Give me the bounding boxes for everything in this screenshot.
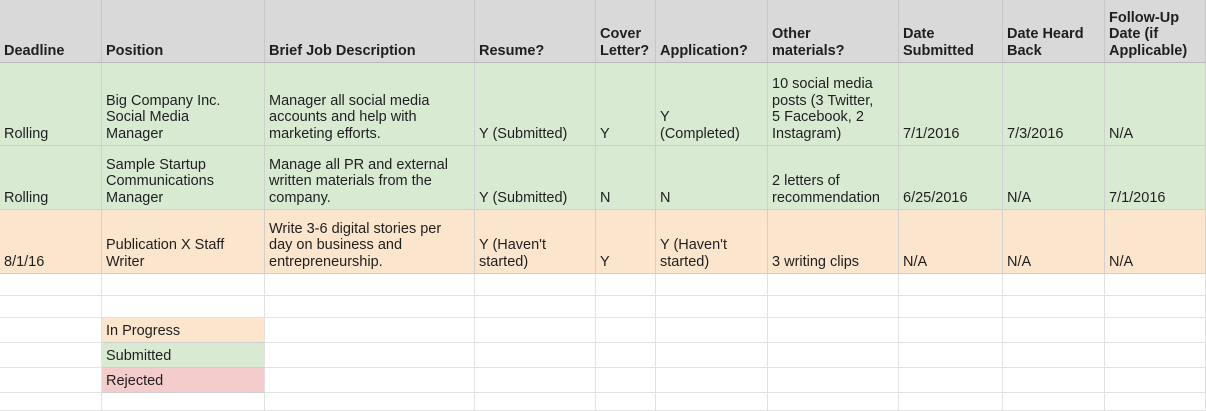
empty-cell[interactable] [1105,318,1206,343]
empty-cell[interactable] [899,368,1003,393]
empty-cell[interactable] [656,343,768,368]
empty-cell[interactable] [265,296,475,318]
empty-cell[interactable] [596,393,656,411]
cell-follow-up-date[interactable]: 7/1/2016 [1105,146,1206,210]
empty-cell[interactable] [1003,393,1105,411]
empty-cell[interactable] [899,296,1003,318]
empty-cell[interactable] [768,296,899,318]
header-follow-up-date[interactable]: Follow-Up Date (if Applicable) [1105,0,1206,63]
empty-cell[interactable] [899,318,1003,343]
empty-cell[interactable] [596,368,656,393]
cell-description[interactable]: Manage all PR and external written materials from the company. [265,146,475,210]
cell-resume[interactable]: Y (Submitted) [475,63,596,146]
header-deadline[interactable]: Deadline [0,0,102,63]
empty-cell[interactable] [0,296,102,318]
empty-cell[interactable] [1003,274,1105,296]
header-other-materials[interactable]: Other materials? [768,0,899,63]
cell-description[interactable]: Manager all social media accounts and help with marketing efforts. [265,63,475,146]
cell-date-submitted[interactable]: N/A [899,210,1003,274]
header-resume[interactable]: Resume? [475,0,596,63]
empty-cell[interactable] [1105,393,1206,411]
empty-cell[interactable] [1105,368,1206,393]
empty-cell[interactable] [0,368,102,393]
cell-follow-up-date[interactable]: N/A [1105,63,1206,146]
header-date-heard-back[interactable]: Date Heard Back [1003,0,1105,63]
table-row [0,210,1206,274]
empty-cell[interactable] [265,274,475,296]
empty-cell[interactable] [265,368,475,393]
cell-date-heard-back[interactable]: N/A [1003,210,1105,274]
cell-resume[interactable]: Y (Submitted) [475,146,596,210]
empty-cell[interactable] [1105,274,1206,296]
cell-other-materials[interactable]: 3 writing clips [768,210,899,274]
empty-row [0,296,1206,318]
empty-cell[interactable] [475,368,596,393]
cell-cover-letter[interactable]: Y [596,63,656,146]
legend-row [0,368,1206,393]
empty-cell[interactable] [0,343,102,368]
cell-deadline[interactable]: 8/1/16 [0,210,102,274]
cell-application[interactable]: Y (Completed) [656,63,768,146]
empty-cell[interactable] [596,318,656,343]
cell-application[interactable]: Y (Haven't started) [656,210,768,274]
cell-position[interactable]: Big Company Inc. Social Media Manager [102,63,265,146]
empty-cell[interactable] [0,318,102,343]
header-row [0,0,1206,63]
legend-submitted[interactable]: Submitted [102,343,265,368]
cell-position[interactable]: Publication X Staff Writer [102,210,265,274]
cell-follow-up-date[interactable]: N/A [1105,210,1206,274]
empty-cell[interactable] [0,274,102,296]
cell-description[interactable]: Write 3-6 digital stories per day on business and entrepreneurship. [265,210,475,274]
cell-resume[interactable]: Y (Haven't started) [475,210,596,274]
empty-cell[interactable] [265,393,475,411]
empty-cell[interactable] [1003,343,1105,368]
empty-cell[interactable] [596,296,656,318]
empty-cell[interactable] [596,274,656,296]
header-date-submitted[interactable]: Date Submitted [899,0,1003,63]
empty-cell[interactable] [656,274,768,296]
empty-cell[interactable] [1003,318,1105,343]
empty-cell[interactable] [1003,368,1105,393]
table-row [0,146,1206,210]
empty-cell[interactable] [768,274,899,296]
empty-cell[interactable] [475,274,596,296]
empty-cell[interactable] [1105,343,1206,368]
empty-cell[interactable] [475,318,596,343]
empty-cell[interactable] [899,393,1003,411]
empty-cell[interactable] [596,343,656,368]
empty-cell[interactable] [102,296,265,318]
empty-cell[interactable] [768,368,899,393]
empty-cell[interactable] [768,393,899,411]
empty-cell[interactable] [656,318,768,343]
empty-cell[interactable] [899,274,1003,296]
empty-cell[interactable] [265,318,475,343]
table-row [0,63,1206,146]
empty-cell[interactable] [102,274,265,296]
empty-cell[interactable] [768,318,899,343]
empty-cell[interactable] [0,393,102,411]
header-application[interactable]: Application? [656,0,768,63]
empty-cell[interactable] [475,296,596,318]
empty-cell[interactable] [475,343,596,368]
cell-date-heard-back[interactable]: 7/3/2016 [1003,63,1105,146]
legend-row [0,343,1206,368]
empty-cell[interactable] [265,343,475,368]
cell-cover-letter[interactable]: Y [596,210,656,274]
empty-cell[interactable] [1003,296,1105,318]
cell-date-heard-back[interactable]: N/A [1003,146,1105,210]
empty-cell[interactable] [656,368,768,393]
cell-deadline[interactable]: Rolling [0,146,102,210]
cell-cover-letter[interactable]: N [596,146,656,210]
empty-cell[interactable] [475,393,596,411]
empty-row [0,393,1206,411]
cell-other-materials[interactable]: 2 letters of recommendation [768,146,899,210]
cell-date-submitted[interactable]: 7/1/2016 [899,63,1003,146]
header-position[interactable]: Position [102,0,265,63]
legend-in-progress[interactable]: In Progress [102,318,265,343]
empty-cell[interactable] [102,393,265,411]
empty-cell[interactable] [656,296,768,318]
empty-cell[interactable] [1105,296,1206,318]
cell-position[interactable]: Sample Startup Communications Manager [102,146,265,210]
header-cover-letter[interactable]: Cover Letter? [596,0,656,63]
cell-deadline[interactable]: Rolling [0,63,102,146]
cell-date-submitted[interactable]: 6/25/2016 [899,146,1003,210]
cell-other-materials[interactable]: 10 social media posts (3 Twitter, 5 Facebook, 2 Instagram) [768,63,899,146]
legend-rejected[interactable]: Rejected [102,368,265,393]
legend-row [0,318,1206,343]
empty-row [0,274,1206,296]
cell-application[interactable]: N [656,146,768,210]
header-description[interactable]: Brief Job Description [265,0,475,63]
empty-cell[interactable] [899,343,1003,368]
empty-cell[interactable] [656,393,768,411]
empty-cell[interactable] [768,343,899,368]
